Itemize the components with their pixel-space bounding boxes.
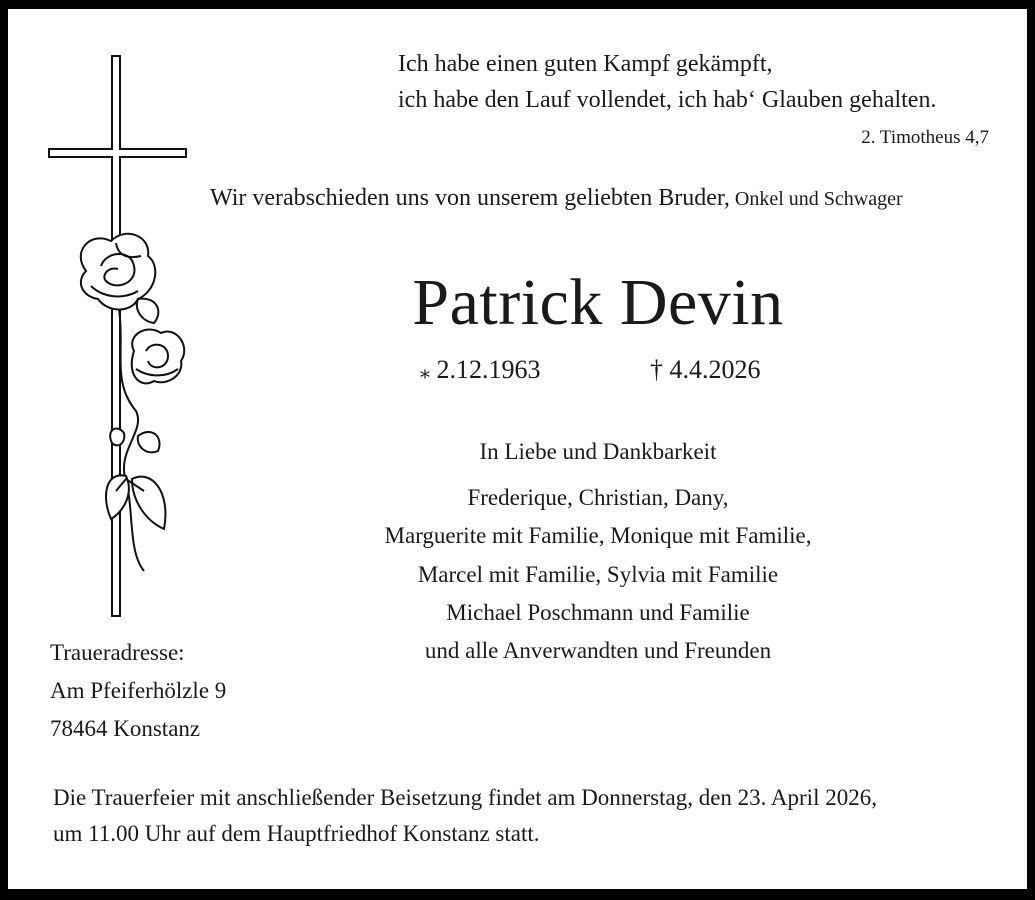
verse-line-1: Ich habe einen guten Kampf gekämpft, [398,51,773,77]
intro-main: Wir verabschieden uns von unserem geliebten Bruder, [210,185,730,211]
mourner-line: Marcel mit Familie, Sylvia mit Familie [417,562,779,587]
cross-with-roses-icon [46,51,196,631]
intro-small: Onkel und Schwager [729,188,903,210]
mourner-line: und alle Anverwandten und Freunden [424,638,772,663]
deceased-name: Patrick Devin [412,266,784,339]
verse-reference: 2. Timotheus 4,7 [861,127,989,148]
birth-symbol: ⁎ [420,361,430,383]
birth-date: ⁎ 2.12.1963 [420,355,541,384]
ceremony-line-2: um 11.00 Uhr auf dem Hauptfriedhof Konstanz statt. [53,821,540,846]
address-label: Traueradresse: [50,640,185,665]
intro-text [210,185,903,212]
ceremony-line-1: Die Trauerfeier mit anschließender Beisetzung findet am Donnerstag, den 23. April 2026, [53,785,877,810]
mourner-line: Frederique, Christian, Dany, [467,485,729,510]
address-city: 78464 Konstanz [50,716,201,741]
mourner-line: Michael Poschmann und Familie [446,600,750,625]
death-date: † 4.4.2026 [650,355,761,384]
mourner-line: Marguerite mit Familie, Monique mit Familie, [384,523,812,548]
obituary-card [8,9,1027,889]
mourners-heading: In Liebe und Dankbarkeit [479,439,717,464]
death-symbol: † [650,355,663,384]
address-street: Am Pfeiferhölzle 9 [50,678,227,703]
verse-line-2: ich habe den Lauf vollendet, ich hab‘ Glauben gehalten. [398,87,937,113]
